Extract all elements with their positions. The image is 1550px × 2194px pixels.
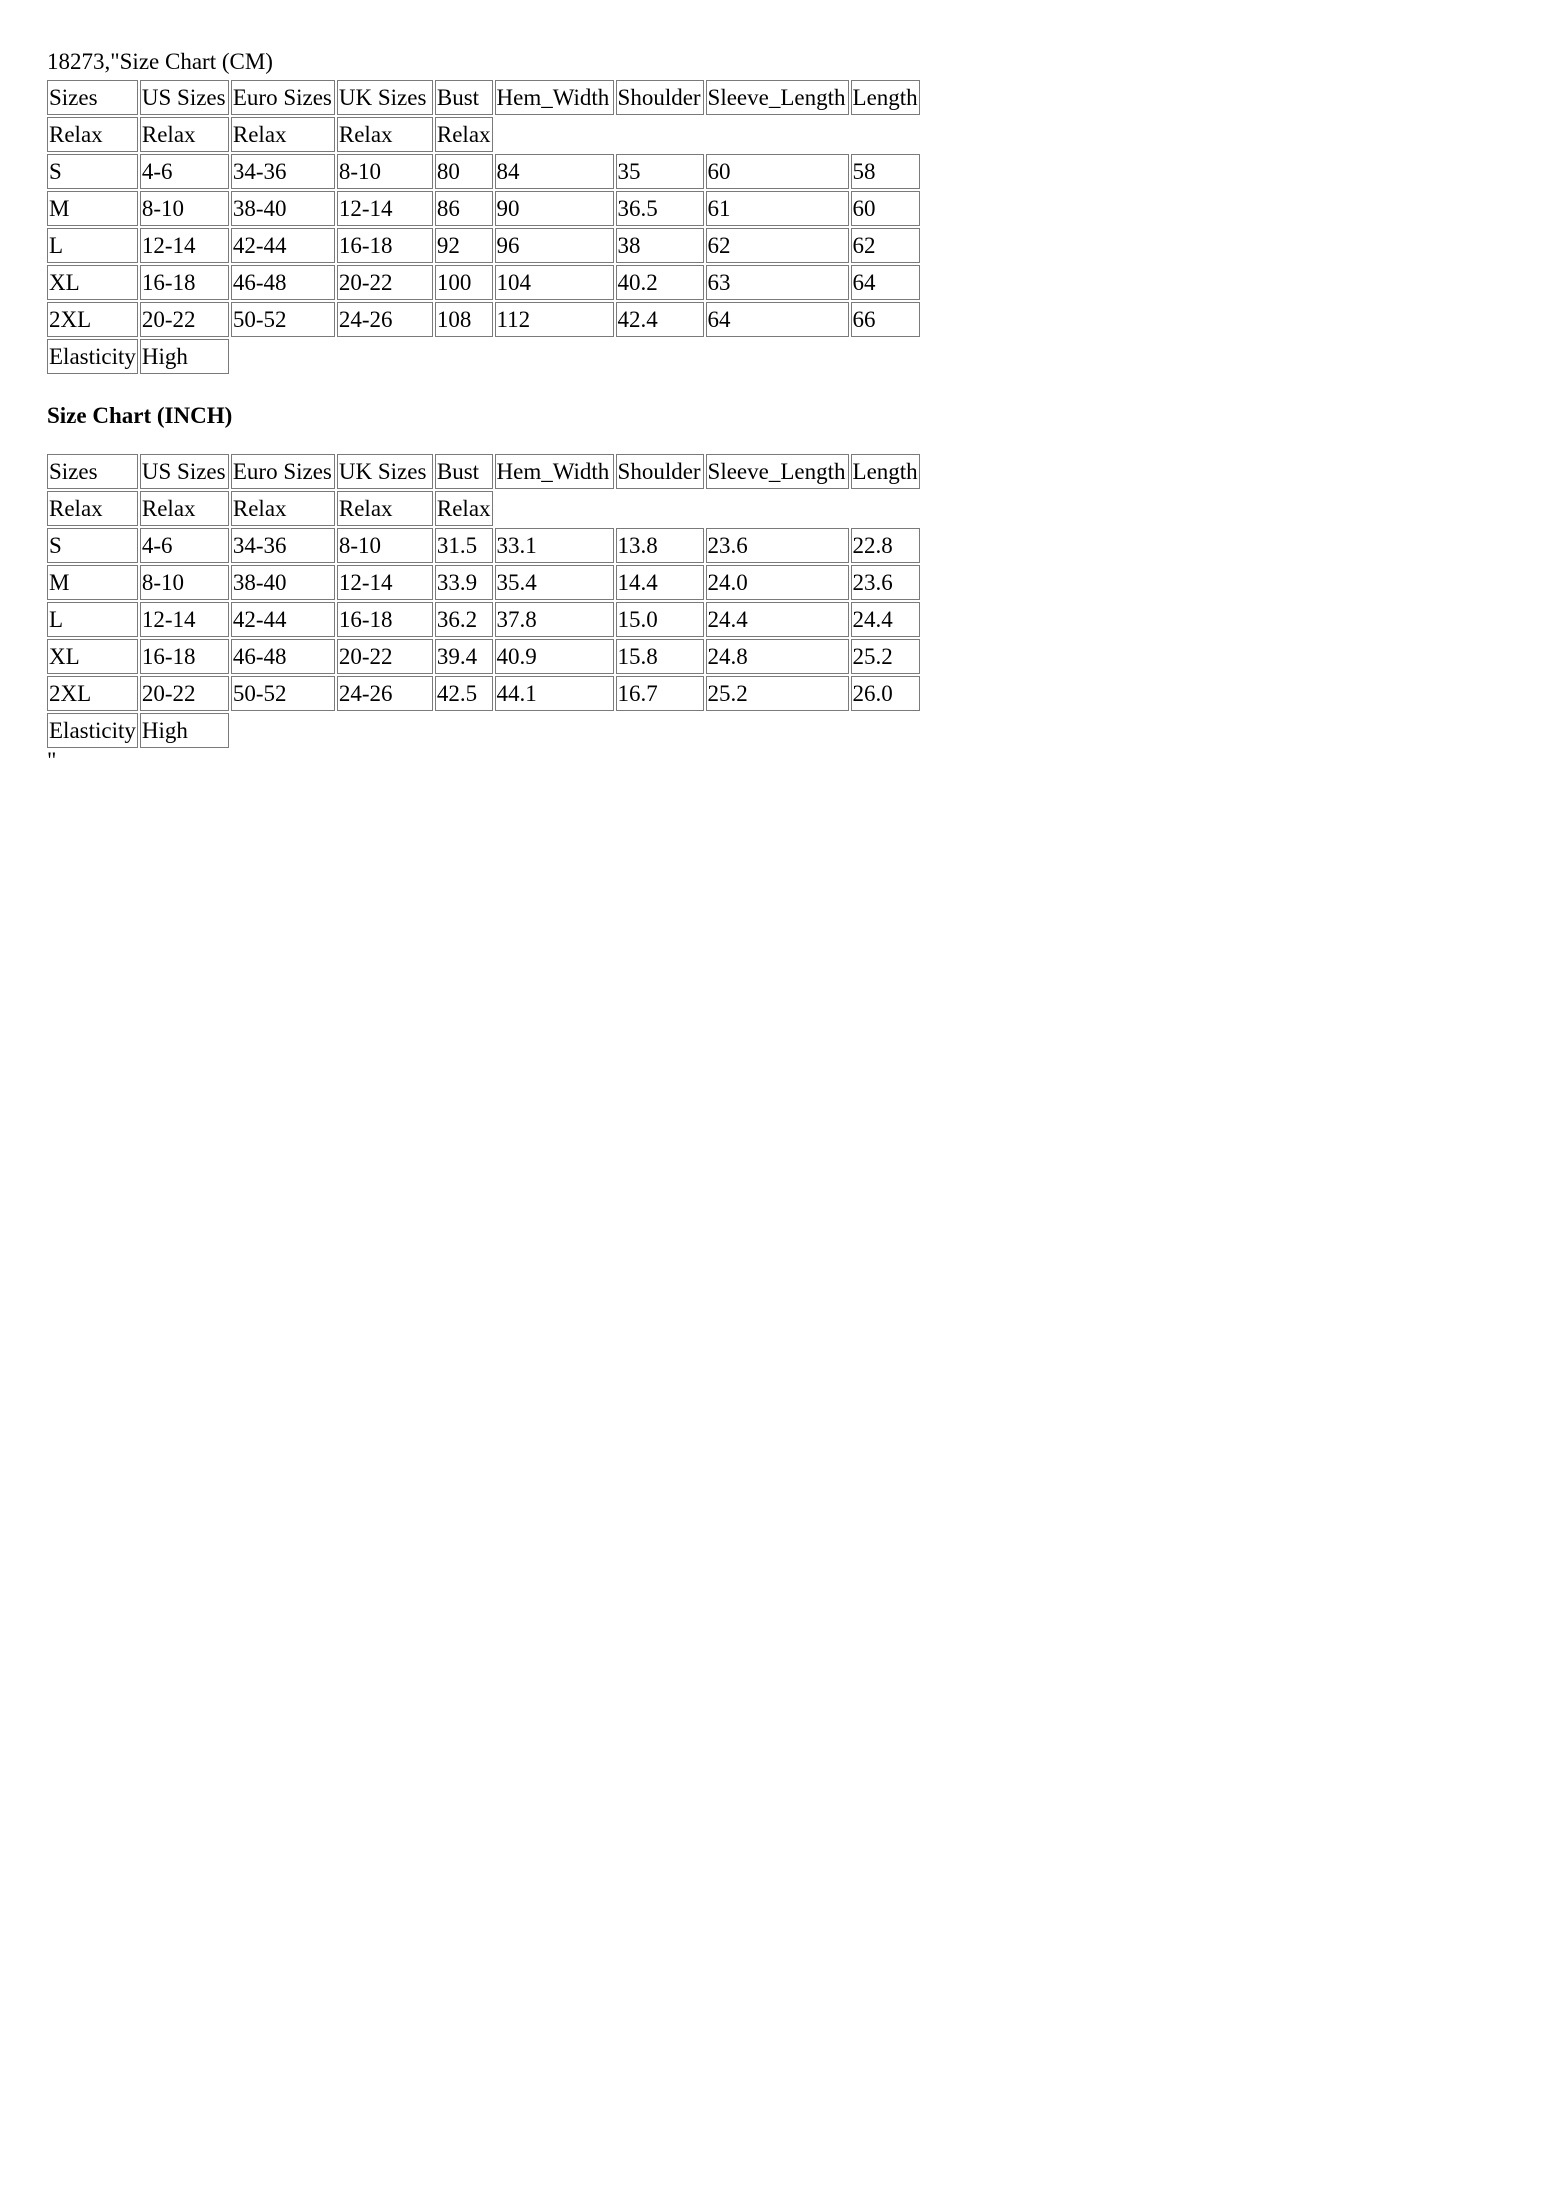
table-cell: 44.1 xyxy=(495,676,614,711)
intro-text: 18273,"Size Chart (CM) xyxy=(47,49,273,74)
table-cell: 60 xyxy=(851,191,920,226)
table-cell: 23.6 xyxy=(851,565,920,600)
empty-cell xyxy=(231,713,920,748)
relax-cell: Relax xyxy=(435,491,493,526)
table-cell: 92 xyxy=(435,228,493,263)
table-cell: 25.2 xyxy=(706,676,849,711)
table-cell: 39.4 xyxy=(435,639,493,674)
table-cell: XL xyxy=(47,639,138,674)
table-cell: 38-40 xyxy=(231,191,335,226)
table-cell: 31.5 xyxy=(435,528,493,563)
header-cell: Hem_Width xyxy=(495,80,614,115)
relax-cell: Relax xyxy=(231,491,335,526)
table-cell: 104 xyxy=(495,265,614,300)
table-cell: 80 xyxy=(435,154,493,189)
table-cell: 2XL xyxy=(47,676,138,711)
table-cell: 12-14 xyxy=(140,602,229,637)
elasticity-value: High xyxy=(140,713,229,748)
table-row xyxy=(47,302,920,337)
table-cell: 50-52 xyxy=(231,676,335,711)
header-cell: Euro Sizes xyxy=(231,454,335,489)
table-cell: L xyxy=(47,228,138,263)
table-cell: 38-40 xyxy=(231,565,335,600)
table-row xyxy=(47,265,920,300)
table-cell: 22.8 xyxy=(851,528,920,563)
table-cell: 64 xyxy=(706,302,849,337)
header-cell: Length xyxy=(851,454,920,489)
relax-cell: Relax xyxy=(47,491,138,526)
table-cell: 15.0 xyxy=(616,602,704,637)
inch-section-title: Size Chart (INCH) xyxy=(47,403,233,428)
table-row xyxy=(47,565,920,600)
table-cell: 8-10 xyxy=(337,154,433,189)
table-cell: S xyxy=(47,154,138,189)
table-cell: 63 xyxy=(706,265,849,300)
table-cell: 40.9 xyxy=(495,639,614,674)
table-row xyxy=(47,228,920,263)
table-cell: 24-26 xyxy=(337,676,433,711)
table-cell: 62 xyxy=(851,228,920,263)
table-cell: 24.0 xyxy=(706,565,849,600)
relax-cell: Relax xyxy=(337,491,433,526)
elasticity-row xyxy=(47,713,920,748)
table-cell: 34-36 xyxy=(231,528,335,563)
table-cell: 20-22 xyxy=(337,265,433,300)
table-cell: S xyxy=(47,528,138,563)
table-header-row xyxy=(47,80,920,115)
table-cell: 16-18 xyxy=(337,228,433,263)
table-row xyxy=(47,639,920,674)
table-cell: 35 xyxy=(616,154,704,189)
header-cell: Sleeve_Length xyxy=(706,80,849,115)
header-cell: Sizes xyxy=(47,454,138,489)
table-cell: 66 xyxy=(851,302,920,337)
table-cell: 33.9 xyxy=(435,565,493,600)
table-cell: M xyxy=(47,191,138,226)
relax-row xyxy=(47,117,920,152)
table-cell: 4-6 xyxy=(140,154,229,189)
relax-cell: Relax xyxy=(231,117,335,152)
table-cell: 16-18 xyxy=(140,265,229,300)
table-row xyxy=(47,154,920,189)
table-cell: 8-10 xyxy=(140,191,229,226)
table-header-row xyxy=(47,454,920,489)
table-cell: 26.0 xyxy=(851,676,920,711)
elasticity-value: High xyxy=(140,339,229,374)
table-cell: 33.1 xyxy=(495,528,614,563)
table-cell: 58 xyxy=(851,154,920,189)
header-cell: Shoulder xyxy=(616,454,704,489)
relax-cell: Relax xyxy=(140,117,229,152)
table-cell: 42.4 xyxy=(616,302,704,337)
table-cell: 20-22 xyxy=(337,639,433,674)
table-cell: 16.7 xyxy=(616,676,704,711)
relax-cell: Relax xyxy=(435,117,493,152)
header-cell: Hem_Width xyxy=(495,454,614,489)
table-cell: 23.6 xyxy=(706,528,849,563)
header-cell: Sizes xyxy=(47,80,138,115)
table-row xyxy=(47,191,920,226)
header-cell: US Sizes xyxy=(140,80,229,115)
table-cell: 34-36 xyxy=(231,154,335,189)
table-cell: 2XL xyxy=(47,302,138,337)
table-row xyxy=(47,528,920,563)
table-cell: 12-14 xyxy=(337,191,433,226)
header-cell: Shoulder xyxy=(616,80,704,115)
empty-cell xyxy=(495,491,920,526)
table-row xyxy=(47,676,920,711)
header-cell: Bust xyxy=(435,80,493,115)
table-cell: 42-44 xyxy=(231,602,335,637)
header-cell: US Sizes xyxy=(140,454,229,489)
size-chart-inch-table xyxy=(45,452,922,750)
table-cell: 12-14 xyxy=(140,228,229,263)
relax-cell: Relax xyxy=(140,491,229,526)
table-cell: 36.2 xyxy=(435,602,493,637)
header-cell: Bust xyxy=(435,454,493,489)
table-cell: 15.8 xyxy=(616,639,704,674)
table-cell: 20-22 xyxy=(140,676,229,711)
relax-cell: Relax xyxy=(47,117,138,152)
table-cell: 40.2 xyxy=(616,265,704,300)
table-cell: 61 xyxy=(706,191,849,226)
table-row xyxy=(47,602,920,637)
header-cell: Euro Sizes xyxy=(231,80,335,115)
table-cell: 24.8 xyxy=(706,639,849,674)
elasticity-row xyxy=(47,339,920,374)
table-cell: 16-18 xyxy=(140,639,229,674)
table-cell: 96 xyxy=(495,228,614,263)
table-cell: 64 xyxy=(851,265,920,300)
table-cell: 35.4 xyxy=(495,565,614,600)
empty-cell xyxy=(495,117,920,152)
table-cell: 46-48 xyxy=(231,265,335,300)
table-cell: 62 xyxy=(706,228,849,263)
header-cell: Sleeve_Length xyxy=(706,454,849,489)
table-cell: 12-14 xyxy=(337,565,433,600)
table-cell: 42-44 xyxy=(231,228,335,263)
size-chart-cm-table xyxy=(45,78,922,376)
table-cell: 46-48 xyxy=(231,639,335,674)
table-cell: 13.8 xyxy=(616,528,704,563)
table-cell: 100 xyxy=(435,265,493,300)
table-cell: 86 xyxy=(435,191,493,226)
table-cell: 60 xyxy=(706,154,849,189)
table-cell: 8-10 xyxy=(337,528,433,563)
table-cell: 24.4 xyxy=(706,602,849,637)
table-cell: 37.8 xyxy=(495,602,614,637)
table-cell: 4-6 xyxy=(140,528,229,563)
elasticity-label: Elasticity xyxy=(47,339,138,374)
table-cell: 50-52 xyxy=(231,302,335,337)
header-cell: Length xyxy=(851,80,920,115)
table-cell: L xyxy=(47,602,138,637)
table-cell: 108 xyxy=(435,302,493,337)
header-cell: UK Sizes xyxy=(337,454,433,489)
table-cell: 112 xyxy=(495,302,614,337)
table-cell: 25.2 xyxy=(851,639,920,674)
table-cell: 24-26 xyxy=(337,302,433,337)
table-cell: 84 xyxy=(495,154,614,189)
table-cell: 8-10 xyxy=(140,565,229,600)
empty-cell xyxy=(231,339,920,374)
table-cell: 20-22 xyxy=(140,302,229,337)
table-cell: M xyxy=(47,565,138,600)
table-cell: 14.4 xyxy=(616,565,704,600)
table-cell: 16-18 xyxy=(337,602,433,637)
header-cell: UK Sizes xyxy=(337,80,433,115)
table-cell: 90 xyxy=(495,191,614,226)
relax-row xyxy=(47,491,920,526)
relax-cell: Relax xyxy=(337,117,433,152)
table-cell: XL xyxy=(47,265,138,300)
table-cell: 38 xyxy=(616,228,704,263)
document-page xyxy=(47,48,1507,772)
table-cell: 42.5 xyxy=(435,676,493,711)
table-cell: 24.4 xyxy=(851,602,920,637)
table-cell: 36.5 xyxy=(616,191,704,226)
outro-text: " xyxy=(47,748,57,773)
elasticity-label: Elasticity xyxy=(47,713,138,748)
